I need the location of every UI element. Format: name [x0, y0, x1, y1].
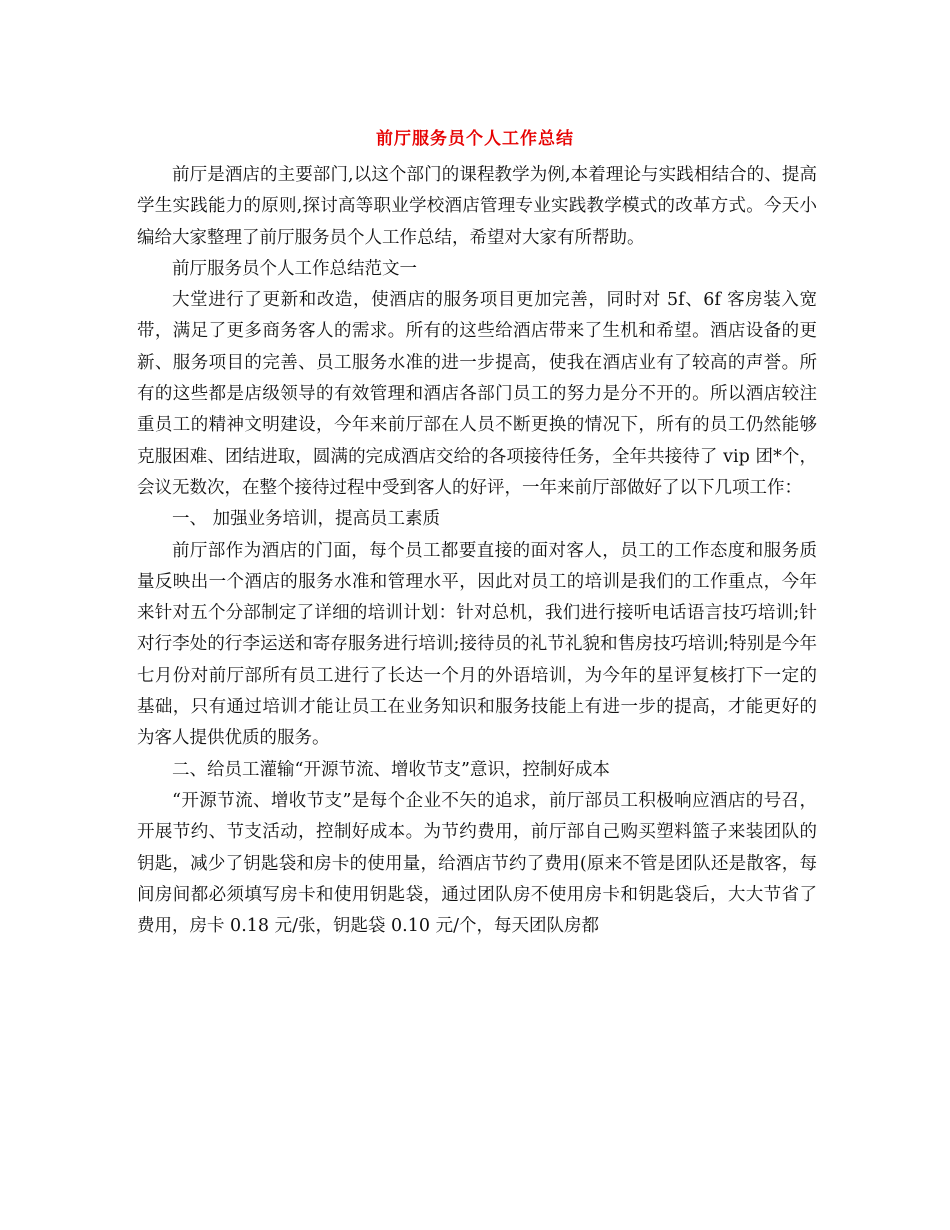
paragraph-sample-heading: 前厅服务员个人工作总结范文一	[172, 258, 417, 279]
paragraph-training: 前厅部作为酒店的门面，每个员工都要直接的面对客人，员工的工作态度和服务质量反映出一个酒店的服务水准和管理水平，因此对员工的培训是我们的工作重点，今年来针对五个分部制定了详细的培训计划：针对总机，我们进行接听电话语言技巧培训;针对行李处的行李运送和寄存服务进行培训;接待员的礼节礼貌和售房技巧培训;特别是今年七月份对前厅部所有员工进行了长达一个月的外语培训，为今年的星评复核打下一定的基础，只有通过培训才能让员工在业务知识和服务技能上有进一步的提高，才能更好的为客人提供优质的服务。	[137, 540, 817, 749]
paragraph-intro: 前厅是酒店的主要部门,以这个部门的课程教学为例,本着理论与实践相结合的、提高学生实践能力的原则,探讨高等职业学校酒店管理专业实践教学模式的改革方式。今天小编给大家整理了前厅服务员个人工作总结，希望对大家有所帮助。	[137, 165, 817, 248]
section-heading-training: 一、 加强业务培训，提高员工素质	[172, 509, 441, 530]
paragraph-lobby: 大堂进行了更新和改造，使酒店的服务项目更加完善，同时对 5f、6f 客房装入宽带，满足了更多商务客人的需求。所有的这些给酒店带来了生机和希望。酒店设备的更新、服务项目的完善、员工服务水准的进一步提高，使我在酒店业有了较高的声誉。所有的这些都是店级领导的有效管理和酒店各部门员工的努力是分不开的。所以酒店较注重员工的精神文明建设，今年来前厅部在人员不断更换的情况下，所有的员工仍然能够克服困难、团结进取，圆满的完成酒店交给的各项接待任务，全年共接待了 vip 团*个，会议无数次，在整个接待过程中受到客人的好评，一年来前厅部做好了以下几项工作：	[137, 290, 817, 498]
document-body	[137, 160, 817, 942]
paragraph-cost: “开源节流、增收节支”是每个企业不矢的追求，前厅部员工积极响应酒店的号召，开展节约、节支活动，控制好成本。为节约费用，前厅部自己购买塑料篮子来装团队的钥匙，减少了钥匙袋和房卡的使用量，给酒店节约了费用(原来不管是团队还是散客，每间房间都必须填写房卡和使用钥匙袋，通过团队房不使用房卡和钥匙袋后，大大节省了费用，房卡 0.18 元/张，钥匙袋 0.10 元/个，每天团队房都	[137, 790, 817, 937]
section-heading-cost: 二、给员工灌输“开源节流、增收节支”意识，控制好成本	[172, 759, 610, 780]
document-title: 前厅服务员个人工作总结	[376, 129, 574, 149]
